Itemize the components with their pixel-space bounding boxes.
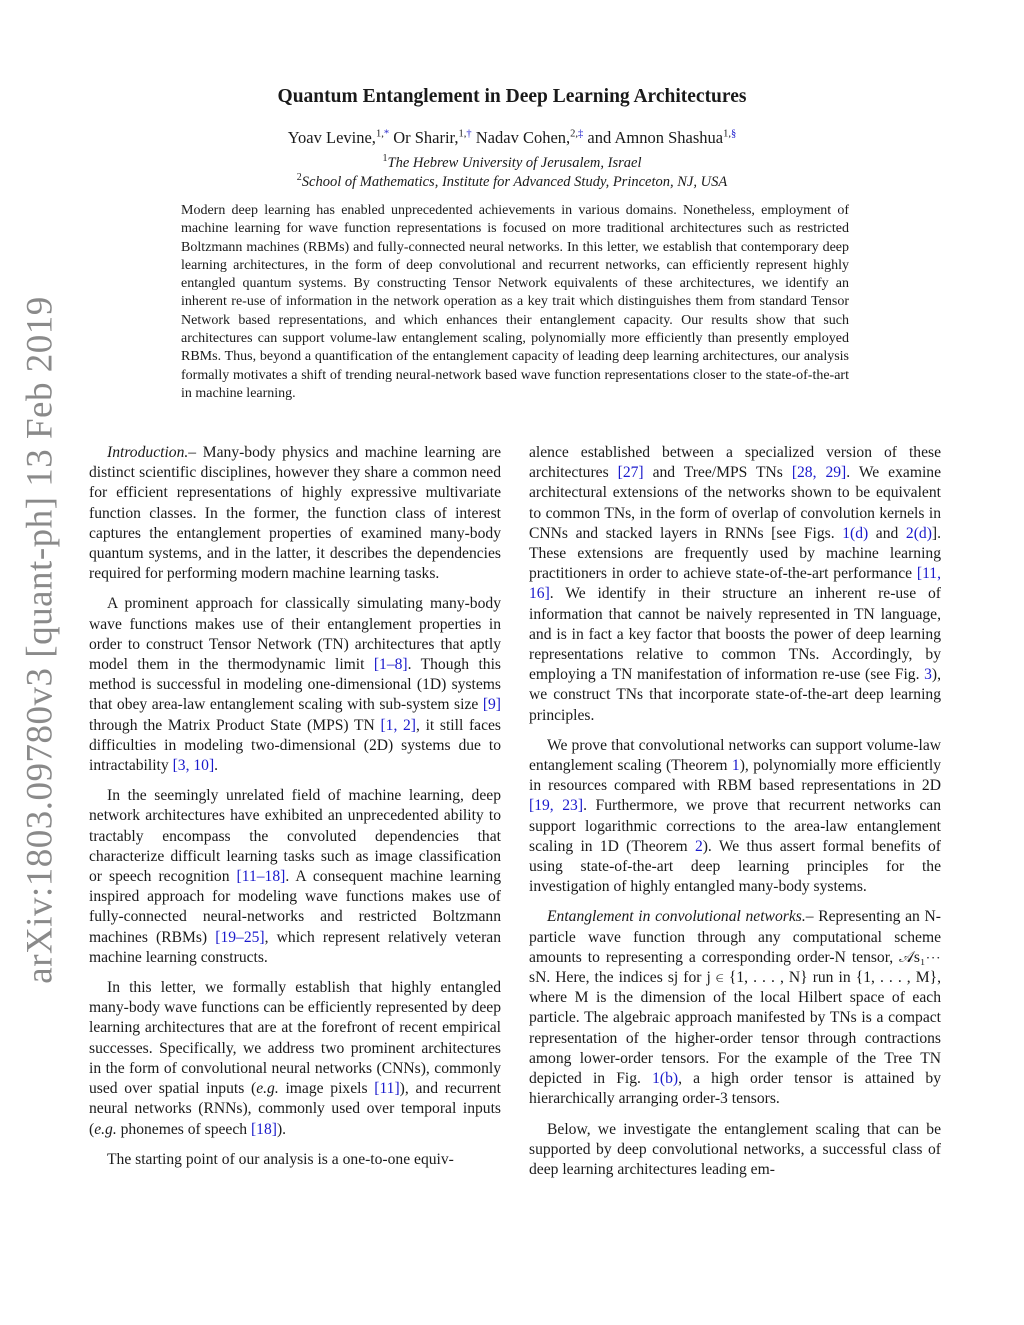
paragraph: [89, 786, 501, 968]
affiliation-number: 2: [296, 172, 302, 183]
author-name: and Amnon Shashua: [587, 128, 724, 147]
paragraph-text: ).: [276, 1120, 287, 1138]
paragraph-text: image pixels: [278, 1080, 375, 1098]
affiliation-line: [0, 172, 1024, 191]
paragraph-text: Many-body physics and machine learning are distinct scientific disciplines, however they share a common need for efficient representations of highly expressive multivariate function classes. In the former, the function class of interest captures the entanglement properties of examined many-body quantum systems, and in the latter, it describes the dependencies required for performing modern machine learning tasks.: [89, 444, 501, 583]
author-name: Or Sharir,: [393, 128, 459, 147]
author-footnote-link[interactable]: §: [730, 128, 737, 140]
abbreviation: e.g.: [256, 1080, 279, 1098]
citation-link[interactable]: [27]: [617, 464, 644, 482]
figure-link[interactable]: 1(b): [652, 1070, 679, 1088]
paragraph-text: In this letter, we formally establish that highly entangled many-body wave functions can be efficiently represented by deep learning architectures that are at the forefront of recent empirical successes. Specifically, we address two prominent architectures in the form of convolutional neural networks (CNNs), commonly used over spatial inputs (: [89, 979, 501, 1098]
affiliation-number: 1: [382, 153, 388, 164]
citation-link[interactable]: [3, 10]: [172, 757, 215, 775]
paragraph-text: and Tree/MPS TNs: [643, 464, 792, 482]
paragraph-text: , which represent relatively veteran machine learning constructs.: [89, 928, 501, 966]
paragraph-text: Below, we investigate the entanglement scaling that can be supported by deep convolutional networks, a successful class of deep learning architectures leading em-: [529, 1120, 941, 1178]
paragraph-text: Representing an N-particle wave function through any computational scheme amounts to representing a corresponding order-N tensor, 𝒜s₁⋯sN. Here, the indices sj for j ∈ {1, . . . , N} run in {1, . . . , M}, where M is the dimension of the local Hilbert space of each particle. The algebraic approach manifested by TNs is a compact representation of the higher-order tensor through contractions among lower-order tensors. For the example of the Tree TN depicted in Fig.: [529, 908, 941, 1088]
paragraph-text: ). We thus assert formal benefits of using state-of-the-art deep learning principles for the investigation of highly entangled many-body systems.: [529, 837, 941, 896]
paragraph-text: and: [868, 524, 906, 542]
paragraph-text: through the Matrix Product State (MPS) TN: [89, 716, 381, 734]
figure-link[interactable]: 2(d): [905, 524, 932, 542]
paragraph-text: . We examine architectural extensions of the networks shown to be equivalent to common TNs, in the form of overlap of convolution kernels in CNNs and stacked layers in RNNs [see Figs.: [529, 464, 941, 542]
citation-link[interactable]: [19, 23]: [529, 797, 584, 815]
author-affil-marker: 2,: [570, 128, 579, 140]
author-footnote-link[interactable]: ‡: [578, 128, 584, 140]
author-footnote-link[interactable]: *: [383, 128, 390, 140]
paragraph: [529, 443, 941, 726]
paragraph-text: phonemes of speech: [116, 1120, 251, 1138]
citation-link[interactable]: [1–8]: [373, 656, 408, 674]
left-column: [89, 443, 501, 1180]
paragraph: [89, 1150, 501, 1170]
paragraph-text: , it still faces difficulties in modeling two-dimensional (2D) systems due to intractability: [89, 716, 501, 775]
abstract: Modern deep learning has enabled unprecedented achievements in various domains. Nonetheless, employment of machine learning for wave function representations is focused on more traditional architectures such as restricted Boltzmann machines (RBMs) and fully-connected neural networks. In this letter, we establish that contemporary deep learning architectures, in the form of deep convolutional and recurrent networks, can efficiently represent highly entangled quantum systems. By constructing Tensor Network equivalents of these architectures, we identify an inherent re-use of information in the network operation as a key trait which distinguishes them from standard Tensor Network based representations, and which enhances their entanglement capacity. Our results show that such architectures can support volume-law entanglement scaling, polynomially more efficiently than presently employed RBMs. Thus, beyond a quantification of the entanglement capacity of leading deep learning architectures, our analysis formally motivates a shift of trending neural-network based wave function representations closer to the state-of-the-art in machine learning.: [181, 203, 849, 401]
paragraph: [529, 1120, 941, 1181]
affiliation-line: [0, 153, 1024, 172]
arxiv-identifier: arXiv:1803.09780v3 [quant-ph] 13 Feb 2019: [19, 296, 61, 984]
author-affil-marker: 1,: [375, 128, 384, 140]
section-lead: Entanglement in convolutional networks.–: [547, 908, 814, 926]
paragraph: [529, 907, 941, 1109]
section-lead: Introduction.–: [107, 444, 197, 461]
affiliation-text: School of Mathematics, Institute for Advanced Study, Princeton, NJ, USA: [301, 173, 728, 190]
paragraph-text: In the seemingly unrelated field of machine learning, deep network architectures have exhibited an unprecedented ability to tractably encompass the convoluted dependencies that characterize difficult learning tasks such as image classification or speech recognition: [89, 787, 501, 886]
abbreviation: e.g.: [94, 1120, 117, 1138]
author-footnote-link[interactable]: †: [466, 128, 472, 140]
author-name: Nadav Cohen,: [475, 128, 571, 147]
paragraph-text: .: [214, 757, 219, 775]
theorem-link[interactable]: 2: [694, 837, 703, 855]
paragraph-text: ), we construct TNs that incorporate state-of-the-art deep learning principles.: [529, 666, 941, 724]
paragraph-text: . Furthermore, we prove that recurrent networks can support logarithmic corrections to the area-law entanglement scaling in 1D (Theorem: [529, 797, 941, 855]
author-affil-marker: 1,: [723, 128, 731, 140]
author-name: Yoav Levine,: [287, 128, 376, 147]
citation-link[interactable]: [11–18]: [236, 868, 286, 886]
citation-link[interactable]: [11]: [374, 1080, 400, 1098]
arxiv-stamp: [0, 0, 80, 1325]
paragraph-text: We prove that convolutional networks can support volume-law entanglement scaling (Theorem: [529, 736, 941, 775]
paragraph: [529, 736, 941, 898]
paragraph-text: ]. These extensions are frequently used by machine learning practitioners in order to achieve state-of-the-art performance: [529, 524, 941, 583]
paragraph-text: ), polynomially more efficiently in resources compared with RBM based representations in 2D: [529, 757, 942, 795]
citation-link[interactable]: [28, 29]: [791, 464, 847, 482]
paragraph: [89, 443, 501, 584]
paragraph: [89, 594, 501, 776]
citation-link[interactable]: [19–25]: [215, 928, 265, 946]
paragraph-text: . A consequent machine learning inspired approach for modeling wave functions makes use of fully-connected neural-networks and restricted Boltzmann machines (RBMs): [89, 868, 501, 946]
paragraph-text: . We identify in their structure an inherent re-use of information that cannot be naively represented in TN language, and is in fact a key factor that boosts the power of deep learning representations relative to common TNs. Accordingly, by employing a TN manifestation of information re-use (see Fig.: [529, 585, 941, 684]
paragraph-text: . Though this method is successful in modeling one-dimensional (1D) systems that obey area-law entanglement scaling with sub-system size: [89, 656, 501, 714]
author-affil-marker: 1,: [458, 128, 467, 140]
figure-link[interactable]: 1(d): [842, 524, 869, 542]
citation-link[interactable]: [18]: [250, 1120, 277, 1138]
citation-link[interactable]: [1, 2]: [380, 716, 416, 734]
citation-link[interactable]: [9]: [482, 696, 501, 714]
figure-link[interactable]: 3: [924, 666, 932, 684]
paragraph: [89, 978, 501, 1140]
affiliation-text: The Hebrew University of Jerusalem, Israel: [387, 154, 642, 171]
paragraph-text: The starting point of our analysis is a one-to-one equiv-: [107, 1150, 454, 1168]
paragraph-text: A prominent approach for classically simulating many-body wave functions makes use of their entanglement properties in order to construct Tensor Network (TN) architectures that aptly model them in the thermodynamic limit: [89, 595, 501, 674]
right-column: [529, 443, 941, 1190]
paragraph-text: , a high order tensor is attained by hierarchically arranging order-3 tensors.: [529, 1070, 941, 1108]
citation-link[interactable]: [11, 16]: [529, 565, 941, 603]
theorem-link[interactable]: 1: [731, 757, 740, 775]
paper-title: Quantum Entanglement in Deep Learning Architectures: [277, 86, 747, 107]
paragraph-text: ), and recurrent neural networks (RNNs), commonly used over temporal inputs (: [89, 1080, 501, 1138]
paragraph-text: alence established between a specialized version of these architectures: [529, 444, 941, 482]
author-list: [0, 128, 1024, 148]
